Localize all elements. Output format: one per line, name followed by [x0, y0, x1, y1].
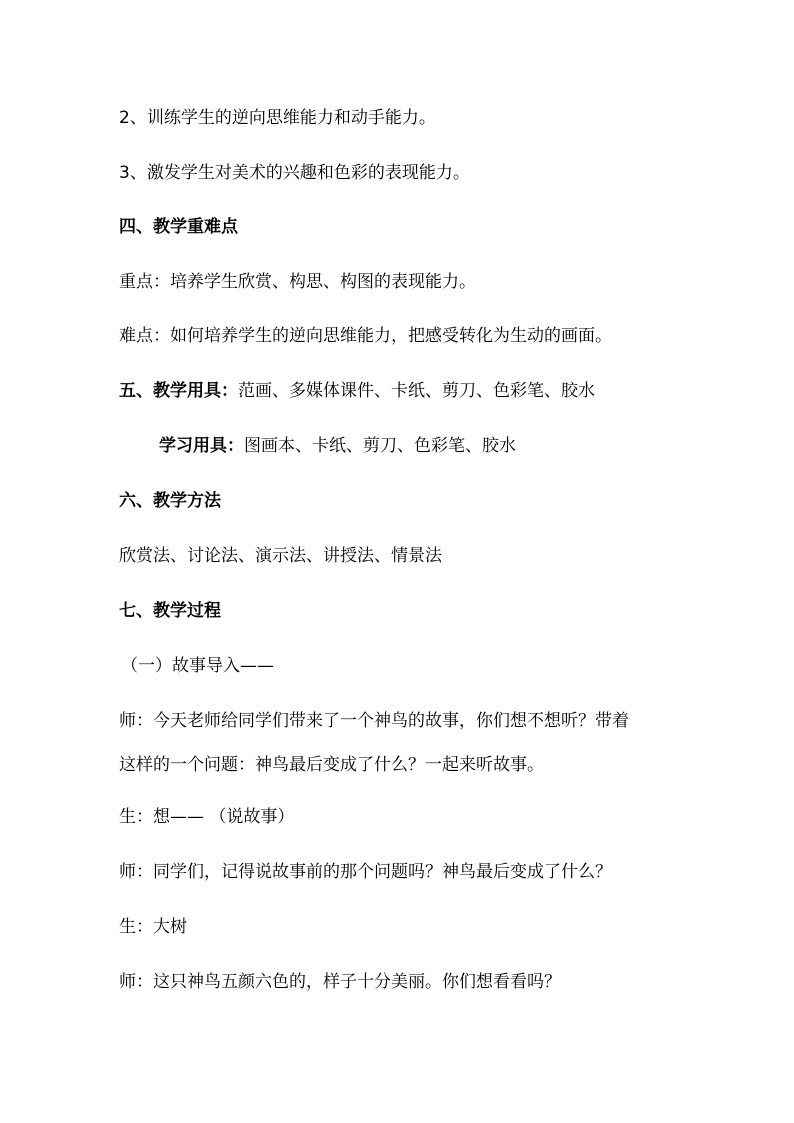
- teaching-tools-line: [119, 380, 595, 402]
- story-intro-subheading: （一）故事导入——: [121, 656, 274, 676]
- student-tools-label: 学习用具：: [159, 436, 244, 456]
- teacher-question-paragraph: [119, 699, 679, 787]
- student-response-2: 生：大树: [119, 917, 187, 937]
- objective-2: 2、训练学生的逆向思维能力和动手能力。: [119, 108, 436, 128]
- key-point-line: 重点：培养学生欣赏、构思、构图的表现能力。: [119, 272, 476, 292]
- objective-3: 3、激发学生对美术的兴趣和色彩的表现能力。: [119, 163, 470, 183]
- process-heading: 七、教学过程: [119, 601, 221, 621]
- teacher-bird-description: 师：这只神鸟五颜六色的，样子十分美丽。你们想看看吗？: [119, 972, 561, 992]
- teaching-tools-label: 五、教学用具：: [119, 381, 238, 401]
- student-tools-value: 图画本、卡纸、剪刀、色彩笔、胶水: [244, 436, 516, 456]
- student-response-1: 生：想—— （说故事）: [119, 807, 295, 827]
- key-points-heading: 四、教学重难点: [119, 217, 238, 237]
- teaching-tools-value: 范画、多媒体课件、卡纸、剪刀、色彩笔、胶水: [238, 381, 595, 401]
- student-tools-line: [159, 435, 516, 457]
- teacher-question-line-2: 这样的一个问题：神鸟最后变成了什么？一起来听故事。: [119, 755, 544, 775]
- methods-list: 欣赏法、讨论法、演示法、讲授法、情景法: [119, 546, 442, 566]
- difficult-point-line: 难点：如何培养学生的逆向思维能力，把感受转化为生动的画面。: [119, 326, 612, 346]
- teacher-question-line-1: 师：今天老师给同学们带来了一个神鸟的故事，你们想不想听？带着: [119, 711, 629, 731]
- methods-heading: 六、教学方法: [119, 491, 221, 511]
- teacher-followup-question: 师：同学们，记得说故事前的那个问题吗？神鸟最后变成了什么？: [119, 862, 612, 882]
